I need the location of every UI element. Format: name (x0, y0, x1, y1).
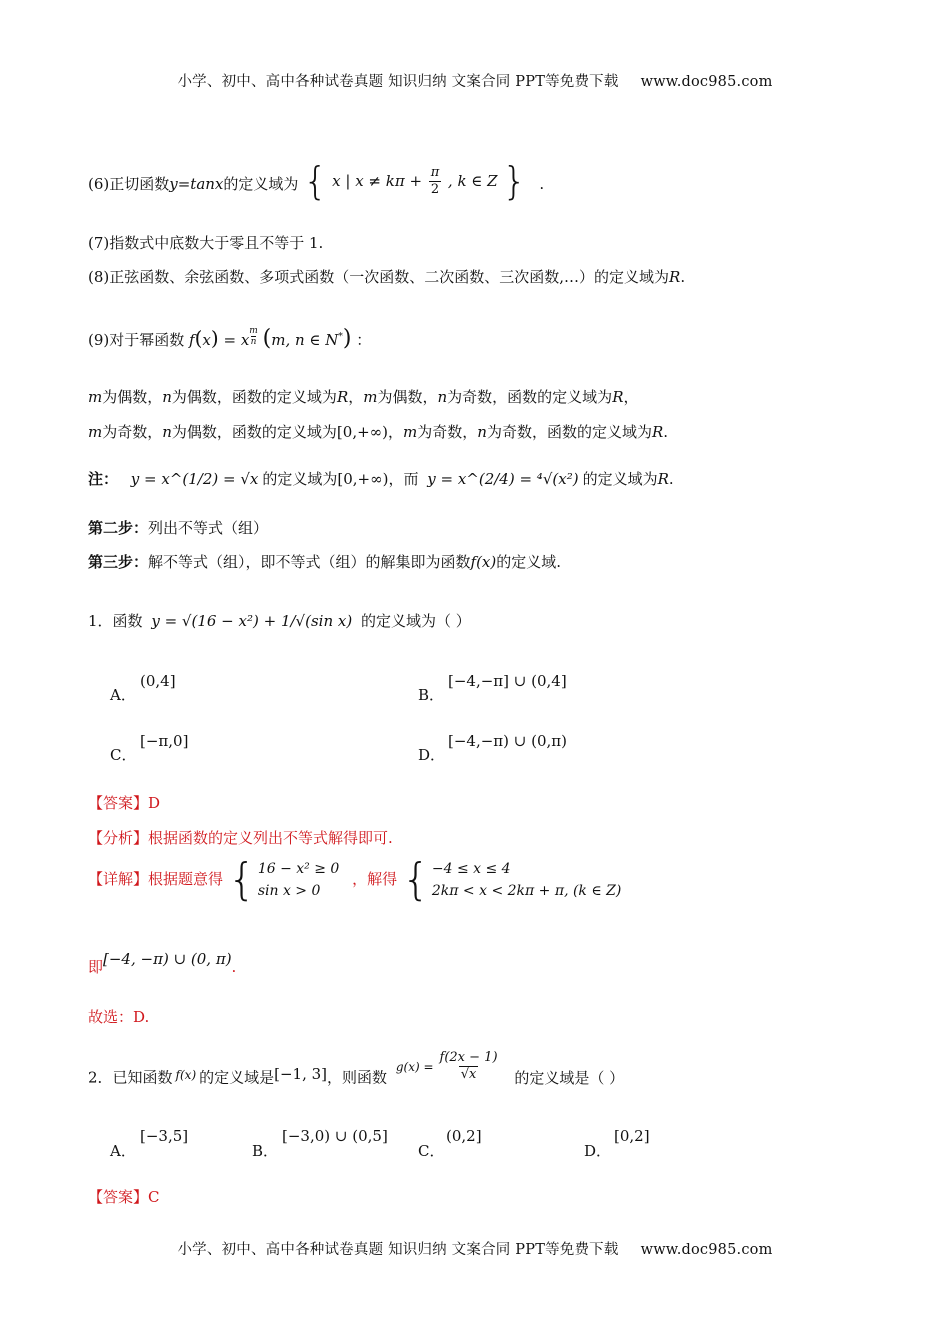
q2-option-a-value: [−3,5] (140, 1127, 189, 1145)
header-text: 小学、初中、高中各种试卷真题 知识归纳 文案合同 PPT等免费下载 (177, 74, 619, 90)
q2-mid: 的定义域是 (199, 1068, 275, 1087)
option-label: C． (418, 1142, 445, 1160)
item6-pi-over-2 (429, 165, 441, 198)
note-mid: 的定义域为[0,+∞)，而 (262, 470, 419, 488)
r2d: 为偶数，函数的定义域为[0,+∞)， (171, 423, 404, 441)
q2-answer (88, 1186, 160, 1207)
r1e: R (336, 388, 349, 406)
q1-tail: 的定义域为（ ） (360, 612, 471, 630)
q1-option-b-value: [−4,−π] ∪ (0,4] (448, 672, 567, 690)
r2j: 为奇数，函数的定义域为 (486, 423, 652, 441)
base-x: x (240, 331, 250, 349)
step-2 (88, 517, 268, 538)
item6-prefix: (6)正切函数 (88, 175, 170, 193)
frac-num: π (430, 164, 440, 180)
q1-option-d[interactable] (418, 744, 445, 765)
rule-1 (88, 386, 639, 407)
item6-func: y=tanx (169, 175, 224, 193)
detail-text: 根据题意得 (148, 870, 224, 888)
q2-g-formula (396, 1050, 500, 1083)
footer-url[interactable]: www.doc985.com (640, 1242, 773, 1258)
item6-end: . (539, 175, 545, 193)
note-r: R (657, 470, 669, 488)
option-label: C． (110, 746, 137, 764)
answer-value: C (148, 1188, 160, 1206)
q1-option-b[interactable] (418, 684, 444, 705)
item6-set-right: , k ∈ Z (447, 172, 498, 190)
power-function-formula: f(x) = x $\frac{m}{n}$ (m, n ∈ N*) (189, 326, 352, 351)
step-3 (88, 551, 561, 572)
q1-choose: 故选：D. (88, 1008, 150, 1026)
detail-mid: ，解得 (352, 870, 398, 888)
q1-function: y = √(16 − x²) + 1/√(sin x) (151, 612, 353, 630)
sup-n: n (250, 337, 257, 347)
r2i: n (477, 423, 487, 441)
r1h: 为偶数， (377, 388, 438, 406)
r2g: m (403, 423, 418, 441)
r2a: m (88, 423, 103, 441)
rule-2 (88, 421, 668, 442)
frac-den: 2 (430, 181, 440, 197)
r1b: 为偶数， (102, 388, 163, 406)
item6-mid: 的定义域为 (223, 175, 299, 193)
mn-set: m, n ∈ N (271, 331, 339, 349)
note-formula-2: y = x^(2/4) = ⁴√(x²) (427, 470, 579, 488)
q1-system-1: { 16 − x² ≥ 0 sin x > 0 (227, 854, 340, 905)
option-label: D． (584, 1142, 612, 1160)
q2-fx: f(x) (175, 1067, 197, 1082)
so-value: [−4, −π) ∪ (0, π) (103, 950, 232, 968)
q1-stem-text: 1．函数 (88, 612, 143, 630)
q2-tail: 的定义域是（ ） (514, 1068, 625, 1087)
q2-mid2: ，则函数 (327, 1068, 388, 1087)
so-label: 即 (88, 958, 104, 976)
q2-stem-text: 2．已知函数 (88, 1068, 173, 1087)
note-tail: 的定义域为 (582, 470, 658, 488)
x-symbol: x (202, 331, 211, 349)
r1a: m (88, 388, 103, 406)
analysis-label: 【分析】 (88, 829, 149, 847)
item-6 (88, 159, 545, 207)
eq-sign: = (223, 331, 237, 349)
q2-option-b[interactable] (252, 1140, 278, 1161)
q2-option-b-value: [−3,0) ∪ (0,5] (282, 1127, 388, 1145)
q2-option-c-value: (0,2] (446, 1127, 482, 1145)
g-num: f(2x − 1) (439, 1050, 498, 1065)
detail-label: 【详解】 (88, 870, 149, 888)
step2-text: 列出不等式（组） (148, 519, 269, 537)
question-1-stem (88, 610, 471, 631)
step3-text: 解不等式（组），即不等式（组）的解集即为函数 (148, 553, 471, 571)
step2-label: 第二步： (88, 519, 149, 537)
item8-text: (8)正弦函数、余弦函数、多项式函数（一次函数、二次函数、三次函数,…）的定义域为 (88, 268, 670, 286)
r1f: ， (348, 388, 364, 406)
q1-option-a-value: (0,4] (140, 672, 176, 690)
g-den: √x (460, 1067, 477, 1082)
option-label: D． (418, 746, 446, 764)
r1g: m (363, 388, 378, 406)
option-label: A． (110, 686, 136, 704)
g-left: g(x) = (395, 1059, 434, 1074)
q2-interval: [−1, 3] (274, 1064, 328, 1083)
step3-fx: f(x) (470, 553, 497, 571)
option-label: B． (252, 1142, 279, 1160)
option-label: A． (110, 1142, 136, 1160)
q2-option-c[interactable] (418, 1140, 444, 1161)
item8-end: . (680, 268, 686, 286)
system2-row2: 2kπ < x < 2kπ + π, (k ∈ Z) (431, 883, 622, 899)
r1c: n (162, 388, 172, 406)
q1-analysis (88, 827, 393, 848)
q1-option-d-value: [−4,−π) ∪ (0,π) (448, 732, 567, 750)
system1-row1: 16 − x² ≥ 0 (257, 861, 340, 877)
q1-option-a[interactable] (110, 684, 136, 705)
r2l: . (663, 423, 669, 441)
r2b: 为奇数， (102, 423, 163, 441)
so-end: . (231, 958, 237, 976)
note-label: 注： (88, 470, 119, 488)
q1-so (88, 948, 237, 976)
item6-set-left: x | x ≠ kπ + (332, 172, 423, 190)
q2-option-a[interactable] (110, 1140, 136, 1161)
answer-label: 【答案】 (88, 794, 149, 812)
q1-system-2: { −4 ≤ x ≤ 4 2kπ < x < 2kπ + π, (k ∈ Z) (401, 854, 622, 905)
item-8 (88, 266, 685, 287)
q2-option-d[interactable] (584, 1140, 611, 1161)
question-2-stem (88, 1050, 625, 1095)
analysis-text: 根据函数的定义列出不等式解得即可. (148, 829, 393, 847)
q1-option-c-value: [−π,0] (140, 732, 189, 750)
note-formula-1: y = x^(1/2) = √x (130, 470, 259, 488)
r1j: 为奇数，函数的定义域为 (447, 388, 613, 406)
r1i: n (437, 388, 448, 406)
item6-set: { x | x ≠ kπ + $\frac{\pi}{2}$ , k ∈ Z } (303, 159, 527, 203)
r2c: n (162, 423, 172, 441)
f-symbol: f (189, 331, 195, 349)
header-url[interactable]: www.doc985.com (640, 74, 773, 90)
r2k: R (651, 423, 664, 441)
step3-end: 的定义域. (496, 553, 562, 571)
item-7: (7)指数式中底数大于零且不等于 1. (88, 234, 324, 252)
system1-row2: sin x > 0 (257, 883, 321, 899)
q1-answer (88, 792, 160, 813)
option-label: B． (418, 686, 445, 704)
step3-label: 第三步： (88, 553, 149, 571)
sup-m: m (249, 326, 258, 336)
item9-prefix: (9)对于幂函数 (88, 331, 185, 349)
r1k: R (612, 388, 624, 406)
footer-text: 小学、初中、高中各种试卷真题 知识归纳 文案合同 PPT等免费下载 (177, 1242, 619, 1258)
q1-option-c[interactable] (110, 744, 136, 765)
note (88, 468, 674, 489)
item-9 (88, 326, 371, 351)
system2-row1: −4 ≤ x ≤ 4 (431, 861, 511, 877)
answer-label: 【答案】 (88, 1188, 149, 1206)
r1l: ， (623, 388, 639, 406)
r1d: 为偶数，函数的定义域为 (171, 388, 337, 406)
page-footer (0, 1238, 950, 1259)
page-header (0, 70, 950, 91)
item9-end: ： (356, 331, 372, 349)
star: * (338, 332, 343, 342)
item8-r: R (669, 268, 681, 286)
q1-detail (88, 854, 622, 905)
q2-option-d-value: [0,2] (614, 1127, 650, 1145)
note-end: . (668, 470, 674, 488)
answer-value: D (148, 794, 161, 812)
r2h: 为奇数， (417, 423, 478, 441)
